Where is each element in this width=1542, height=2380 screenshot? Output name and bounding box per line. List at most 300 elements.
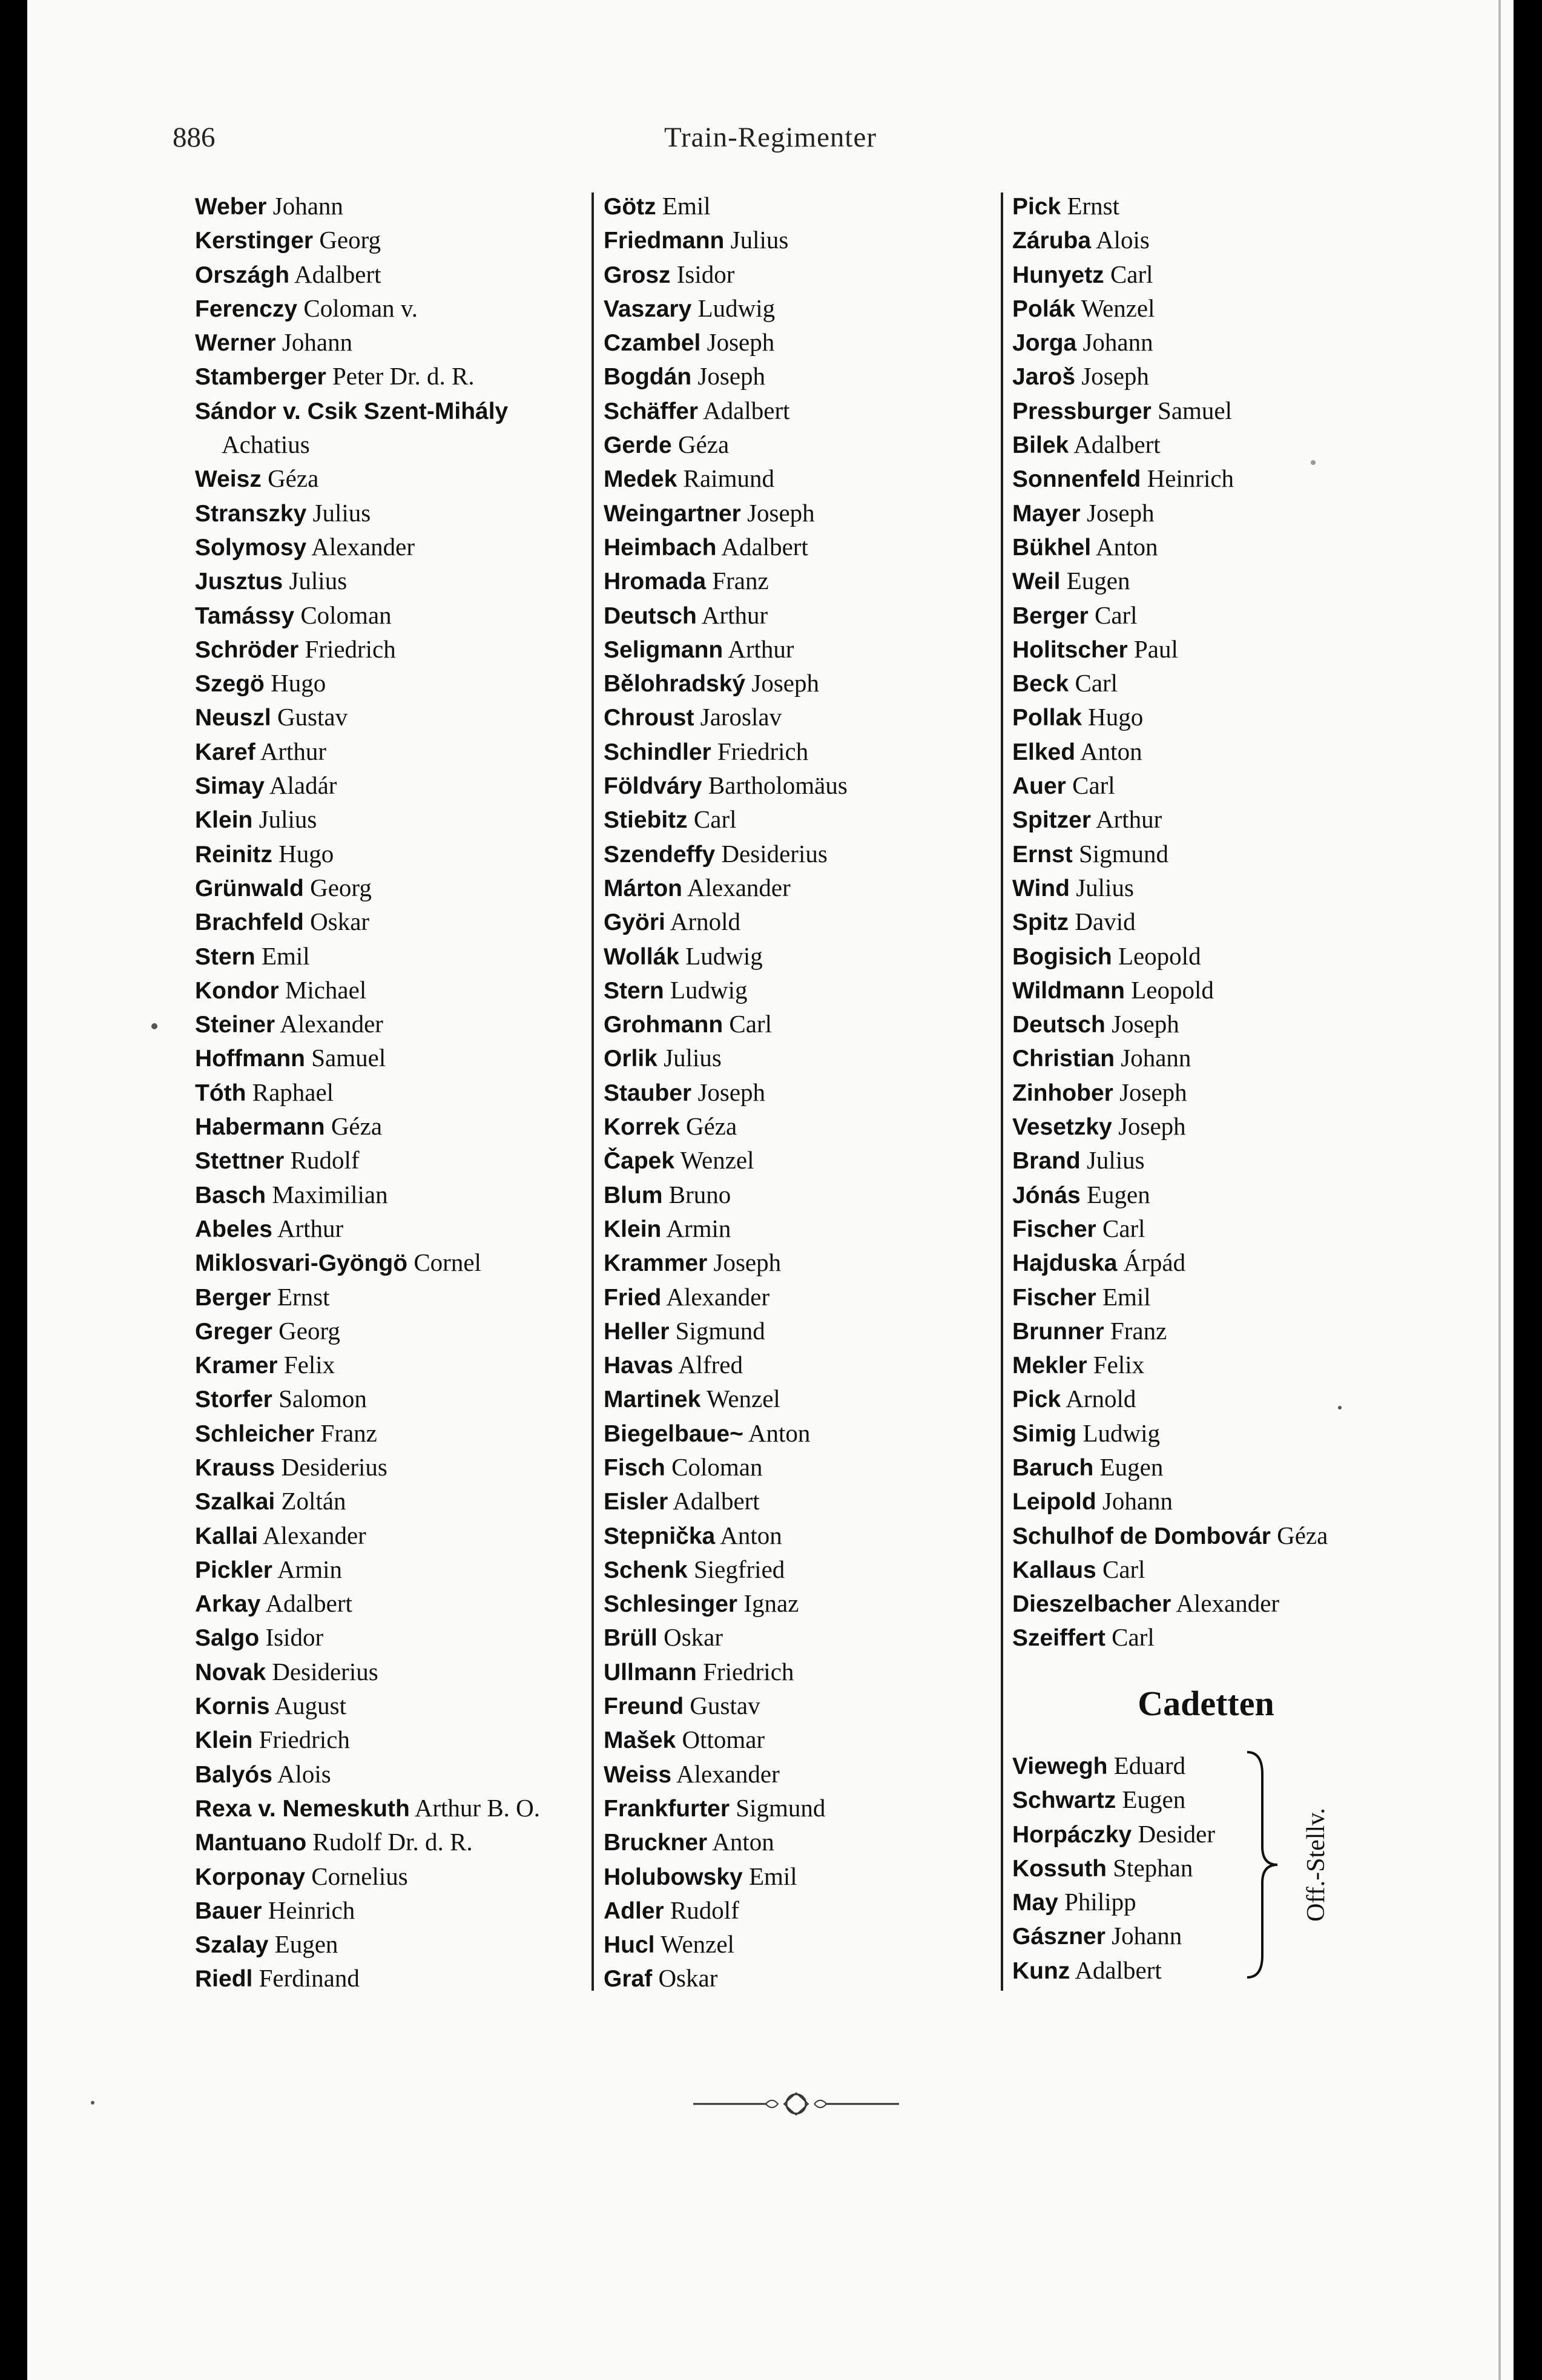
given-name: Isidor: [676, 260, 735, 288]
surname: Bělohradský: [604, 671, 746, 697]
list-item: [1012, 734, 1424, 768]
surname: Eisler: [604, 1489, 668, 1515]
document-page: [27, 0, 1514, 2380]
list-item: [1012, 1211, 1424, 1245]
list-item: [604, 325, 1015, 359]
list-item: [195, 1007, 607, 1041]
list-item: [1012, 871, 1424, 905]
list-item: [604, 564, 1015, 598]
list-item: [195, 905, 607, 938]
given-name: Johann: [1121, 1044, 1191, 1072]
list-item: [604, 632, 1015, 666]
given-name: Eugen: [1099, 1452, 1164, 1481]
surname: Szendeffy: [604, 841, 716, 868]
given-name: Carl: [1094, 601, 1138, 629]
given-name: Joseph: [713, 1248, 782, 1277]
curly-brace-icon: [1244, 1750, 1280, 1980]
surname: Vaszary: [604, 295, 692, 322]
given-name: Adalbert: [721, 532, 808, 561]
given-name: Alois: [1096, 226, 1150, 254]
given-name: Alexander: [676, 1759, 780, 1788]
list-item: [195, 1757, 607, 1791]
surname: Mayer: [1012, 500, 1081, 527]
list-item: [604, 1450, 1015, 1484]
list-item: [195, 1211, 607, 1245]
surname: Hucl: [604, 1932, 655, 1959]
list-item: [604, 1109, 1015, 1143]
surname: Korrek: [604, 1114, 680, 1141]
list-item: [1012, 768, 1424, 802]
surname: Spitz: [1012, 909, 1069, 936]
list-item: [195, 1382, 607, 1416]
list-item: [604, 1825, 1015, 1859]
given-name: Joseph: [1086, 498, 1155, 527]
given-name: Desiderius: [281, 1452, 387, 1481]
surname: Arkay: [195, 1591, 261, 1618]
surname: Brunner: [1012, 1318, 1104, 1345]
surname: Pickler: [195, 1557, 272, 1583]
surname: Stauber: [604, 1080, 692, 1106]
given-name: Philipp: [1064, 1888, 1136, 1916]
given-name: Friedrich: [703, 1657, 794, 1686]
surname: Götz: [604, 194, 656, 220]
surname: Schröder: [195, 636, 299, 663]
given-name: Arthur: [260, 737, 327, 765]
given-name: Jaroslav: [700, 703, 782, 731]
given-name: Adalbert: [1073, 430, 1161, 459]
given-name: Arnold: [1066, 1385, 1136, 1413]
given-name: Oskar: [664, 1623, 723, 1652]
given-name: Arnold: [670, 908, 741, 936]
given-name: Johann: [1082, 328, 1153, 357]
given-name: Stephan: [1113, 1853, 1193, 1882]
surname: Gerde: [604, 432, 672, 459]
given-name: Raphael: [252, 1078, 334, 1106]
given-name: Anton: [1096, 532, 1158, 561]
given-name: Heinrich: [268, 1896, 355, 1924]
given-name: Friedrich: [717, 737, 809, 765]
given-name: Emil: [1102, 1282, 1151, 1311]
surname: Freund: [604, 1693, 684, 1720]
list-item: [604, 1961, 1015, 1995]
given-name: Aladár: [269, 771, 337, 800]
list-item: [195, 1893, 607, 1927]
given-name: Adalbert: [1075, 1956, 1162, 1984]
list-item: [1012, 632, 1424, 666]
given-name: Felix: [283, 1351, 335, 1379]
list-item: [604, 1178, 1015, 1211]
column-rule: [1001, 193, 1003, 1991]
surname: Miklosvari-Gyöngö: [195, 1250, 408, 1277]
surname: Weber: [195, 194, 267, 220]
list-item: [195, 768, 607, 802]
list-item: [1012, 496, 1424, 530]
given-name: Johann: [1102, 1487, 1173, 1515]
given-name: Cornel: [414, 1248, 481, 1277]
given-name: Eugen: [1122, 1785, 1186, 1814]
surname: Korponay: [195, 1864, 306, 1890]
surname: Frankfurter: [604, 1795, 730, 1822]
given-name: Sigmund: [736, 1793, 826, 1822]
list-item: [604, 1620, 1015, 1654]
list-item: [195, 1620, 607, 1654]
list-item: [604, 223, 1015, 257]
given-name: Heinrich: [1147, 464, 1234, 493]
list-item: [604, 291, 1015, 325]
given-name: Armin: [277, 1555, 342, 1583]
given-name: Oskar: [658, 1964, 718, 1993]
surname: Grünwald: [195, 875, 304, 902]
list-item: [1012, 1007, 1424, 1041]
given-name: Carl: [1112, 1623, 1155, 1652]
printer-mark: [151, 1023, 157, 1029]
surname: Kallaus: [1012, 1557, 1096, 1583]
given-name: Alois: [277, 1759, 331, 1788]
given-name: Ludwig: [670, 975, 748, 1004]
surname: Sonnenfeld: [1012, 466, 1141, 493]
list-item: [604, 1689, 1015, 1722]
list-item: [1012, 1280, 1424, 1314]
given-name: Adalbert: [294, 260, 381, 288]
surname: Greger: [195, 1318, 272, 1345]
list-item: [195, 496, 607, 530]
surname: Orlik: [604, 1046, 657, 1072]
surname: Baruch: [1012, 1454, 1094, 1481]
list-item: [604, 1348, 1015, 1382]
surname: Stamberger: [195, 364, 326, 391]
given-name: Arthur: [277, 1214, 344, 1242]
given-name: Eugen: [1066, 567, 1130, 595]
surname: Steiner: [195, 1012, 275, 1038]
surname: Gászner: [1012, 1923, 1105, 1950]
list-item: [1012, 1518, 1424, 1552]
surname: Szalkai: [195, 1489, 275, 1515]
given-name: Johann: [1112, 1922, 1182, 1950]
list-item: [604, 1552, 1015, 1586]
given-name: Julius: [259, 805, 317, 834]
name-column-2: [604, 189, 1015, 1996]
list-item: [604, 496, 1015, 530]
given-name: Carl: [1075, 669, 1118, 697]
surname: Storfer: [195, 1386, 272, 1413]
surname: Wildmann: [1012, 977, 1125, 1004]
given-name: Hugo: [278, 839, 334, 868]
given-name: Friedrich: [305, 635, 396, 663]
given-name: Eduard: [1113, 1752, 1186, 1779]
given-name: Ernst: [1067, 192, 1120, 220]
list-item: [604, 1757, 1015, 1791]
list-item: [1012, 325, 1424, 359]
surname: Ferenczy: [195, 295, 298, 322]
given-name: Samuel: [311, 1044, 386, 1072]
surname: Györi: [604, 909, 665, 936]
list-item: [604, 1211, 1015, 1245]
surname: Márton: [604, 875, 682, 902]
given-name: Joseph: [707, 328, 775, 357]
surname: Schlesinger: [604, 1591, 738, 1618]
list-item: [195, 1245, 607, 1279]
given-name: Peter Dr. d. R.: [332, 362, 475, 391]
list-item: [195, 939, 607, 973]
surname: Földváry: [604, 773, 702, 800]
surname: Beck: [1012, 671, 1069, 697]
list-item: [195, 1314, 607, 1348]
list-item: [604, 973, 1015, 1007]
surname: Graf: [604, 1966, 653, 1993]
surname: Krammer: [604, 1250, 708, 1277]
list-item: [604, 837, 1015, 871]
list-item: [1012, 1041, 1424, 1075]
surname: Kerstinger: [195, 228, 314, 254]
surname: Berger: [195, 1284, 271, 1311]
surname: Novak: [195, 1659, 266, 1686]
list-item: [604, 1791, 1015, 1825]
name-column-3: [1012, 189, 1424, 1655]
list-item: [195, 223, 607, 257]
surname: Sándor v. Csik Szent-Mihály: [195, 398, 509, 424]
list-item: [195, 564, 607, 598]
list-item: [1012, 291, 1424, 325]
given-name: Sigmund: [1078, 839, 1169, 868]
given-name: Alexander: [687, 873, 791, 902]
surname: Stern: [604, 977, 664, 1004]
list-item: [195, 1927, 607, 1961]
list-item: [195, 837, 607, 871]
surname: Balyós: [195, 1761, 272, 1788]
surname: Salgo: [195, 1625, 260, 1652]
list-item: [604, 1859, 1015, 1893]
surname: Weiss: [604, 1761, 672, 1788]
surname: Heller: [604, 1318, 670, 1345]
given-name: Rudolf Dr. d. R.: [312, 1828, 473, 1856]
surname: Berger: [1012, 602, 1089, 629]
surname: Simay: [195, 773, 265, 800]
surname: Viewegh: [1012, 1753, 1108, 1779]
surname: Kornis: [195, 1693, 270, 1720]
surname: Hromada: [604, 569, 707, 595]
surname: Ernst: [1012, 841, 1073, 868]
given-name: Samuel: [1158, 396, 1233, 424]
surname: Neuszl: [195, 705, 271, 731]
surname: Bilek: [1012, 432, 1069, 459]
list-item: [195, 1791, 607, 1825]
surname: Blum: [604, 1182, 663, 1208]
surname: Kunz: [1012, 1957, 1070, 1984]
given-name: Ignaz: [743, 1589, 799, 1618]
given-name: Emil: [662, 192, 711, 220]
surname: Weingartner: [604, 500, 741, 527]
given-name: Géza: [677, 430, 730, 459]
given-name: Carl: [693, 805, 737, 834]
surname: Schwartz: [1012, 1787, 1116, 1814]
surname: Jaroš: [1012, 364, 1076, 391]
list-item: [604, 461, 1015, 495]
given-name: Michael: [285, 975, 367, 1004]
list-item: [195, 598, 607, 632]
list-item: [1012, 427, 1424, 461]
surname: Abeles: [195, 1216, 272, 1242]
surname: Wollák: [604, 943, 679, 970]
list-item: [195, 359, 607, 393]
given-name: Friedrich: [259, 1726, 350, 1754]
given-name: Hugo: [1088, 703, 1144, 731]
list-item: [195, 1280, 607, 1314]
list-item: [604, 1007, 1015, 1041]
given-name: Maximilian: [272, 1180, 388, 1208]
surname: Čapek: [604, 1148, 675, 1175]
surname: Medek: [604, 466, 677, 493]
given-name: Anton: [748, 1419, 811, 1447]
list-item: [604, 394, 1015, 427]
list-item: [604, 530, 1015, 564]
given-name: Adalbert: [673, 1487, 760, 1515]
surname: Szalay: [195, 1932, 269, 1959]
given-name: Joseph: [697, 1078, 766, 1106]
surname: Fisch: [604, 1454, 665, 1481]
printer-mark: [1311, 460, 1316, 465]
surname: Heimbach: [604, 534, 717, 561]
off-stellv-label: Off.-Stellv.: [1302, 1808, 1330, 1922]
given-name: Sigmund: [675, 1316, 765, 1345]
surname: Dieszelbacher: [1012, 1591, 1171, 1618]
given-name: Alexander: [311, 532, 415, 561]
given-name: Emil: [748, 1862, 797, 1890]
surname: Schäffer: [604, 398, 699, 424]
surname: Fischer: [1012, 1284, 1096, 1311]
surname: Zinhober: [1012, 1080, 1113, 1106]
surname: Werner: [195, 330, 276, 357]
given-name: Cornelius: [311, 1862, 408, 1890]
list-item: [604, 1586, 1015, 1620]
given-name: Ernst: [277, 1282, 330, 1311]
list-item: [195, 394, 607, 427]
surname: Fried: [604, 1284, 662, 1311]
given-name: Ottomar: [682, 1726, 765, 1754]
surname: Adler: [604, 1897, 664, 1924]
surname: Basch: [195, 1182, 266, 1208]
surname: Rexa v. Nemeskuth: [195, 1795, 410, 1822]
given-name: Julius: [1076, 873, 1134, 902]
surname: Schleicher: [195, 1420, 315, 1447]
list-item: [604, 905, 1015, 938]
given-name: Anton: [720, 1521, 782, 1549]
surname: Deutsch: [604, 602, 697, 629]
list-item: [1012, 1416, 1424, 1450]
surname: Tamássy: [195, 602, 295, 629]
surname: Pick: [1012, 194, 1061, 220]
list-item: [1012, 461, 1424, 495]
surname: Mašek: [604, 1727, 676, 1754]
given-name: Géza: [1277, 1521, 1328, 1549]
surname: Polák: [1012, 295, 1076, 322]
given-name: Géza: [685, 1112, 737, 1141]
list-item: [1012, 530, 1424, 564]
surname: Deutsch: [1012, 1012, 1105, 1038]
given-name: Joseph: [747, 498, 815, 527]
list-item: [1012, 223, 1424, 257]
given-name: Joseph: [751, 669, 819, 697]
list-item: [604, 871, 1015, 905]
list-item: [195, 700, 607, 734]
list-item: [604, 1518, 1015, 1552]
running-title: Train-Regimenter: [664, 122, 877, 153]
surname: May: [1012, 1890, 1058, 1916]
list-item: [604, 1655, 1015, 1689]
list-item: [195, 427, 607, 461]
surname: Bruckner: [604, 1830, 708, 1856]
given-name: Julius: [312, 498, 371, 527]
surname: Fischer: [1012, 1216, 1096, 1242]
given-name: Adalbert: [265, 1589, 352, 1618]
given-name: Leopold: [1118, 941, 1201, 970]
surname: Holubowsky: [604, 1864, 743, 1890]
given-name: Alexander: [280, 1010, 383, 1038]
surname: Reinitz: [195, 841, 272, 868]
surname: Vesetzky: [1012, 1114, 1112, 1141]
list-item: [604, 768, 1015, 802]
surname: Stiebitz: [604, 807, 688, 834]
list-item: [195, 1450, 607, 1484]
given-name: Arthur: [728, 635, 794, 663]
page-edge: [1498, 0, 1501, 2380]
surname: Czambel: [604, 330, 701, 357]
surname: Spitzer: [1012, 807, 1092, 834]
given-name: Carl: [729, 1010, 773, 1038]
list-item: [604, 1041, 1015, 1075]
surname: Solymosy: [195, 534, 307, 561]
given-name: Coloman: [300, 601, 392, 629]
given-name: Joseph: [1119, 1078, 1187, 1106]
list-item: [604, 1280, 1015, 1314]
list-item: [1012, 1450, 1424, 1484]
given-name: Bruno: [668, 1180, 731, 1208]
given-name: Paul: [1133, 635, 1178, 663]
list-item: [195, 1484, 607, 1518]
given-name: Joseph: [1081, 362, 1149, 391]
given-name: Gustav: [690, 1692, 760, 1720]
given-name: Wenzel: [680, 1146, 754, 1175]
surname: Pick: [1012, 1386, 1061, 1413]
surname: Leipold: [1012, 1489, 1096, 1515]
list-item: [604, 1893, 1015, 1927]
list-item: [195, 189, 607, 223]
list-item: [604, 1416, 1015, 1450]
surname: Ullmann: [604, 1659, 697, 1686]
given-name: Julius: [664, 1044, 722, 1072]
list-item: [604, 1075, 1015, 1109]
surname: Schindler: [604, 739, 711, 765]
list-item: [195, 1961, 607, 1995]
given-name: David: [1075, 908, 1136, 936]
given-name: Siegfried: [693, 1555, 785, 1583]
surname: Országh: [195, 262, 290, 288]
list-item: [604, 1143, 1015, 1177]
printer-mark: [1338, 1406, 1342, 1409]
given-name: Árpád: [1123, 1248, 1186, 1277]
list-item: [1012, 1484, 1424, 1518]
surname: Szegö: [195, 671, 265, 697]
list-item: [195, 530, 607, 564]
given-name: Emil: [261, 941, 310, 970]
surname: Schenk: [604, 1557, 688, 1583]
page-number: 886: [173, 122, 216, 153]
surname: Hajduska: [1012, 1250, 1118, 1277]
surname: Záruba: [1012, 228, 1092, 254]
surname: Weil: [1012, 569, 1061, 595]
surname: Biegelbaue~: [604, 1420, 743, 1447]
given-name: Géza: [268, 464, 319, 493]
given-name: Leopold: [1131, 975, 1214, 1004]
